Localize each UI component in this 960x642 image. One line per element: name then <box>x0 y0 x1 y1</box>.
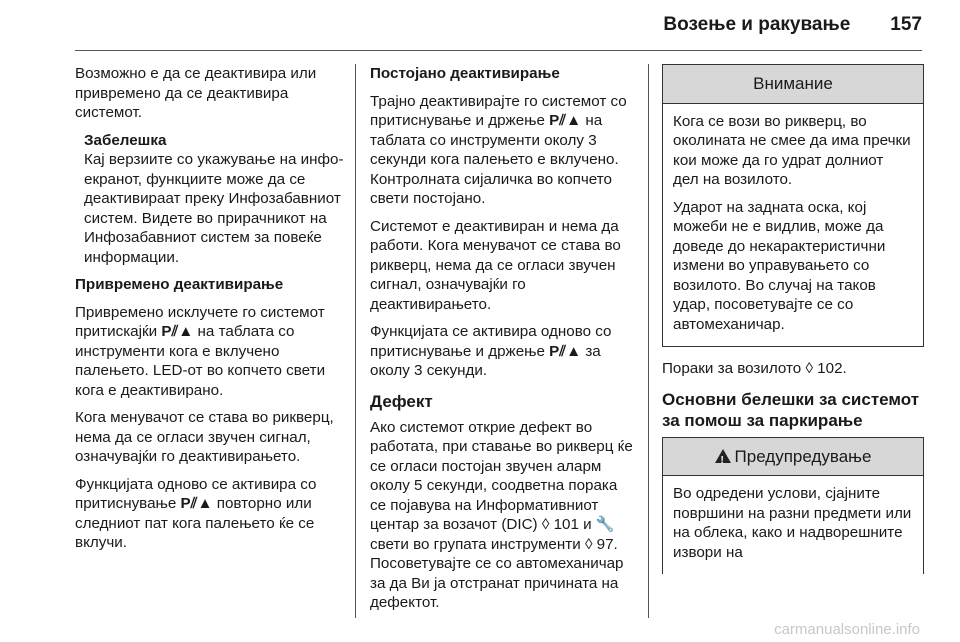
warning-header <box>663 438 923 477</box>
paragraph: Трајно деактивирајте го системот со притиснување и држење P⫽▲ на таблата со инструменти околу 3 секунди кога палењето е вклучено. Контролната сијаличка во копчето свети постојано. <box>370 92 627 207</box>
note <box>75 131 345 268</box>
page-header <box>663 14 922 36</box>
note-title: Забелешка <box>84 131 167 149</box>
warning-box <box>662 437 924 575</box>
warning-triangle-icon <box>715 449 731 463</box>
paragraph: Привремено исклучете го системот притискајќи P⫽▲ на таблата со инструменти кога е вклучено палењето. LED-от во копчето свети кога е деактивирано. <box>75 303 326 399</box>
warning-text: Во одредени услови, сјајните површини на разни предмети или на облека, како и надворешните извори на <box>673 485 912 561</box>
heading-basic-notes: Основни белешки за системот за помош за паркирање <box>662 389 920 430</box>
column-divider <box>355 64 356 618</box>
caution-title: Внимание <box>663 65 923 104</box>
column-right <box>662 64 924 586</box>
paragraph: Возможно е да се деактивира или привремено да се деактивира системот. <box>75 65 317 121</box>
paragraph: Кога менувачот се става во рикверц, нема да се огласи звучен сигнал, означувајќи го деактивирањето. <box>75 409 334 465</box>
note-text: Кај верзиите со укажување на инфо-екранот, функциите може да се деактивираат преку Инфозабавниот систем. Видете во прирачникот на Инфозабавниот систем за повеќе информации. <box>84 151 344 266</box>
column-middle <box>370 64 635 621</box>
heading-permanent: Постојано деактивирање <box>370 65 560 82</box>
park-assist-button-icon: P⫽▲ <box>549 342 582 360</box>
caution-box <box>662 64 924 347</box>
paragraph: Системот е деактивиран и нема да работи. Кога менувачот се става во рикверц, нема да се огласи звучен сигнал, означувајќи го деактивирањето. <box>370 217 621 313</box>
caution-text: Ударот на задната оска, кој можеби не е видлив, може да доведе до некарактеристични измени во управувањето со возилото. Во случај на таков удар, посоветувајте се со автомеханичар. <box>673 198 886 333</box>
park-assist-button-icon: P⫽▲ <box>161 323 194 340</box>
column-left <box>75 64 345 561</box>
park-assist-button-icon: P⫽▲ <box>180 495 213 512</box>
caution-text: Кога се вози во рикверц, во околината не смее да има пречки кои може да го удрат долниот дел на возилото. <box>673 112 911 188</box>
paragraph: Функцијата се активира одново со притиснување и држење P⫽▲ за околу 3 секунди. <box>370 323 612 379</box>
paragraph: Пораки за возилото ◊ 102. <box>662 360 847 377</box>
warning-title: Предупредување <box>734 446 872 466</box>
heading-fault: Дефект <box>370 391 433 411</box>
paragraph: Функцијата одново се активира со притиснување P⫽▲ повторно или следниот пат кога палењето ќе се вклучи. <box>75 475 317 551</box>
section-title: Возење и ракување <box>663 14 851 35</box>
wrench-icon: 🔧 <box>595 516 615 533</box>
heading-temporary: Привремено деактивирање <box>75 276 284 293</box>
header-rule <box>75 50 922 51</box>
watermark: carmanualsonline.info <box>774 621 920 638</box>
paragraph: Ако системот открие дефект во работата, при ставање во рикверц ќе се огласи постојан звучен аларм околу 5 секунди, соодветна порака се појавува на Информативниот центар за возачот (DIC) ◊ 101 и 🔧 свети во групата инструменти ◊ 97. Посоветувајте се со автомеханичар за да Ви ја отстранат причината на дефектот. <box>370 418 633 611</box>
column-divider <box>648 64 649 618</box>
page-reference-link[interactable]: ◊ 97. <box>584 535 618 553</box>
page-number: 157 <box>890 14 922 35</box>
park-assist-button-icon: P⫽▲ <box>549 112 582 129</box>
page-reference-link[interactable]: ◊ 101 и <box>541 516 592 533</box>
